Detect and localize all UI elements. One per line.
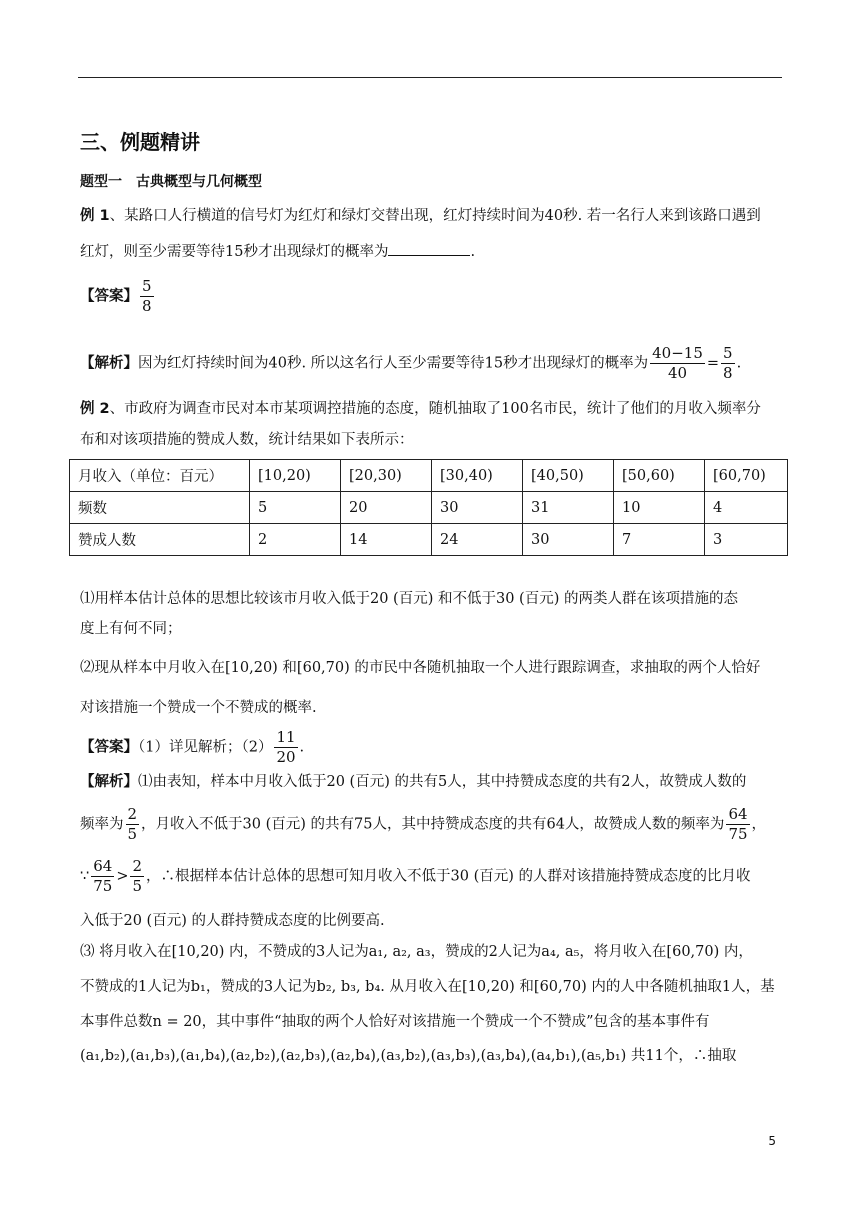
- table-cell: 30: [523, 524, 614, 556]
- frac-den: 40: [667, 364, 688, 382]
- sol2-text3b: ，∴根据样本估计总体的思想可知月收入不低于30 (百元) 的人群对该措施持赞成态度的比月收: [146, 868, 751, 885]
- table-cell: [60,70): [705, 460, 788, 492]
- table-cell: [20,30): [341, 460, 432, 492]
- table-cell: [30,40): [432, 460, 523, 492]
- table-cell: [50,60): [614, 460, 705, 492]
- table-row: [70, 492, 788, 524]
- table-row: [70, 524, 788, 556]
- q1-line1: ⑴用样本估计总体的思想比较该市月收入低于20 (百元) 和不低于30 (百元) 的两类人群在该项措施的态: [80, 591, 738, 607]
- table-cell: [10,20): [250, 460, 341, 492]
- table-cell: 14: [341, 524, 432, 556]
- sol2-line4: 入低于20 (百元) 的人群持赞成态度的比例要高.: [80, 913, 385, 929]
- sol1-fraction1: [650, 344, 705, 383]
- frac-num: 64: [93, 857, 113, 875]
- table-cell: 20: [341, 492, 432, 524]
- subheading: 题型一 古典概型与几何概型: [80, 174, 262, 190]
- sol2-text2a: 频率为: [80, 816, 124, 833]
- sol2-text2c: ，: [751, 816, 767, 833]
- q1-line2: 度上有何不同；: [80, 621, 182, 637]
- sol2-text1: ⑴由表知，样本中月收入低于20 (百元) 的共有5人，其中持赞成态度的共有2人，故赞成人数的: [138, 774, 747, 790]
- ex1-text1: 、某路口人行横道的信号灯为红灯和绿灯交替出现，红灯持续时间为40秒. 若一名行人来到该路口遇到: [109, 208, 761, 224]
- table-cell: 赞成人数: [70, 524, 250, 556]
- frac-num: 40−15: [652, 344, 703, 362]
- sol2-line7: 本事件总数n = 20，其中事件“抽取的两个人恰好对该措施一个赞成一个不赞成”包含的基本事件有: [80, 1014, 710, 1030]
- sol1-text: 因为红灯持续时间为40秒. 所以这名行人至少需要等待15秒才出现绿灯的概率为: [138, 355, 649, 372]
- sol2-line1: [80, 771, 746, 793]
- sol2-line5: ⑶ 将月收入在[10,20) 内，不赞成的3人记为a₁, a₂, a₃，赞成的2人记为a₄, a₅，将月收入在[60,70) 内，: [80, 944, 753, 960]
- table-cell: 5: [250, 492, 341, 524]
- frac-den: 75: [728, 825, 748, 843]
- q2-line2: 对该措施一个赞成一个不赞成的概率.: [80, 700, 317, 716]
- ex1-end: .: [470, 244, 476, 260]
- answer-blank: [388, 241, 470, 256]
- table-cell: 2: [250, 524, 341, 556]
- frac-num: 5: [723, 344, 733, 362]
- ex2-text1: 、市政府为调查市民对本市某项调控措施的态度，随机抽取了100名市民，统计了他们的月收入频率分: [109, 401, 761, 417]
- frac-den: 75: [93, 877, 113, 895]
- sol2-line3: [80, 857, 751, 896]
- table-cell: 4: [705, 492, 788, 524]
- table-cell: [40,50): [523, 460, 614, 492]
- table-cell: 24: [432, 524, 523, 556]
- ex2-line2: 布和对该项措施的赞成人数，统计结果如下表所示：: [80, 432, 414, 448]
- ans1-fraction: [140, 277, 154, 316]
- frac-den: 20: [276, 748, 296, 766]
- table-cell: 月收入（单位：百元）: [70, 460, 250, 492]
- table-cell: 31: [523, 492, 614, 524]
- frac-den: 8: [723, 364, 733, 382]
- ex1-line2: [80, 241, 475, 263]
- sol2-fraction2: [726, 805, 749, 844]
- sol2-label: 【解析】: [80, 774, 138, 790]
- ans2: [80, 728, 304, 767]
- ans1-label: 【答案】: [80, 288, 138, 305]
- sol2-line6: 不赞成的1人记为b₁，赞成的3人记为b₂, b₃, b₄. 从月收入在[10,20) 和[60,70) 内的人中各随机抽取1人，基: [80, 979, 775, 995]
- table-row: [70, 460, 788, 492]
- sol2-fraction1: [126, 805, 140, 844]
- sol2-line8: (a₁,b₂),(a₁,b₃),(a₁,b₄),(a₂,b₂),(a₂,b₃),(a₂,b₄),(a₃,b₂),(a₃,b₃),(a₃,b₄),(a₄,b₁),(a₅,b₁) 共11个，∴抽取: [80, 1048, 737, 1064]
- sol2-fraction4: [130, 857, 144, 896]
- sol2-text2b: ，月收入不低于30 (百元) 的共有75人，其中持赞成态度的共有64人，故赞成人数的频率为: [141, 816, 725, 833]
- income-table: [69, 459, 788, 556]
- section-heading: 三、例题精讲: [80, 130, 200, 154]
- ans2-end: .: [299, 739, 305, 756]
- sol1-end: .: [736, 355, 742, 372]
- ans2-fraction: [274, 728, 297, 767]
- frac-den: 8: [142, 297, 152, 315]
- frac-den: 5: [132, 877, 143, 895]
- ex1-line1: [80, 205, 761, 227]
- ans2-label: 【答案】: [80, 739, 138, 756]
- ex1-label: 例 1: [80, 208, 110, 224]
- sol2-line2: [80, 805, 766, 844]
- ans1: [80, 277, 156, 316]
- ans2-text: （1）详见解析；（2）: [138, 739, 273, 756]
- because-sign: ∵: [80, 868, 90, 885]
- sol2-fraction3: [91, 857, 114, 896]
- frac-num: 64: [728, 805, 748, 823]
- frac-num: 5: [142, 277, 152, 295]
- table-cell: 3: [705, 524, 788, 556]
- sol1-fraction2: [721, 344, 735, 383]
- sol1: [80, 344, 741, 383]
- ex2-line1: [80, 398, 761, 420]
- header-rule: [78, 77, 782, 78]
- table-cell: 频数: [70, 492, 250, 524]
- ex2-label: 例 2: [80, 401, 110, 417]
- frac-num: 11: [276, 728, 296, 746]
- page-number: 5: [768, 1134, 776, 1148]
- equals-sign: =: [706, 355, 720, 372]
- q2-line1: ⑵现从样本中月收入在[10,20) 和[60,70) 的市民中各随机抽取一个人进行跟踪调查，求抽取的两个人恰好: [80, 660, 761, 676]
- ex1-text2: 红灯，则至少需要等待15秒才出现绿灯的概率为: [80, 244, 389, 260]
- sol1-label: 【解析】: [80, 355, 138, 372]
- table-cell: 10: [614, 492, 705, 524]
- table-cell: 30: [432, 492, 523, 524]
- frac-den: 5: [127, 825, 138, 843]
- frac-num: 2: [127, 805, 138, 823]
- frac-num: 2: [132, 857, 143, 875]
- table-cell: 7: [614, 524, 705, 556]
- greater-sign: >: [116, 868, 129, 885]
